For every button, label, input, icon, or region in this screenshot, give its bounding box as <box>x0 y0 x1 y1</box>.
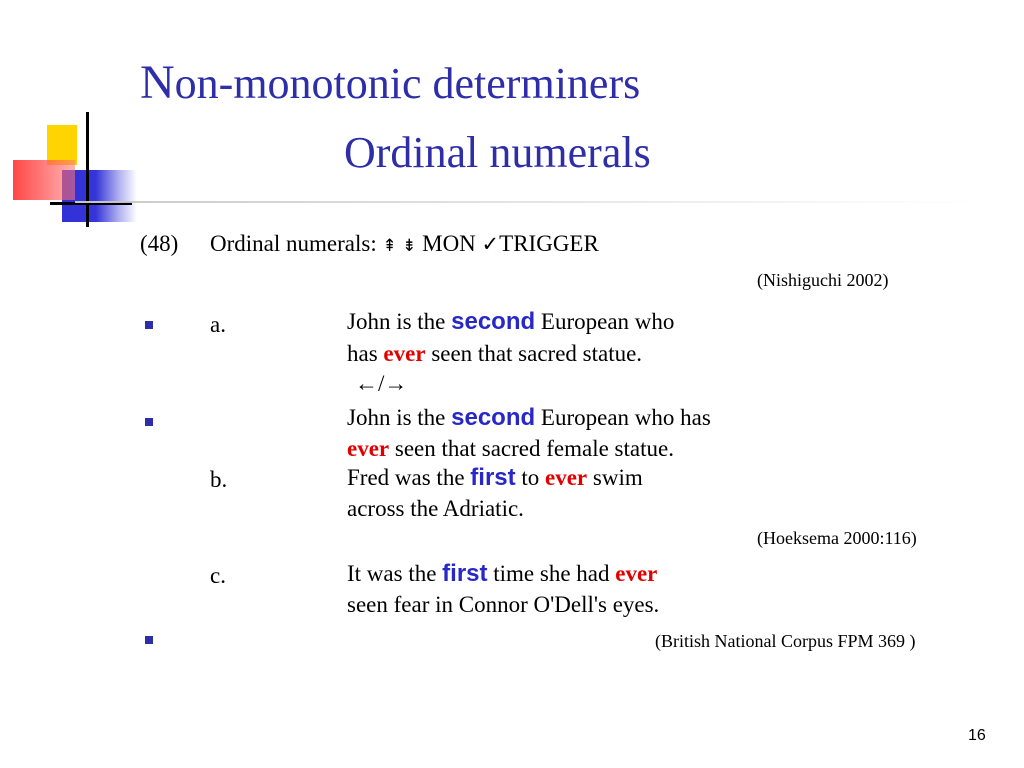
title-line1-rest: on-monotonic determiners <box>174 59 641 108</box>
keyword-second: second <box>451 308 536 335</box>
item-a-post2: seen that sacred statue. <box>431 341 643 366</box>
citation-bnc: (British National Corpus FPM 369 ) <box>655 631 916 651</box>
slide-title-line1 <box>140 58 640 109</box>
title-divider <box>75 201 975 203</box>
item-a2-pre1: John is the <box>347 405 446 430</box>
item-a-label: a. <box>210 312 226 337</box>
logo-yellow-square <box>47 125 77 165</box>
item-b-mid1: to <box>521 465 540 490</box>
keyword-ever: ever <box>347 436 390 461</box>
item-c-mid1: time she had <box>493 561 610 586</box>
item-a-line1 <box>347 308 674 336</box>
item-a2-post2: seen that sacred female statue. <box>394 436 674 461</box>
item-b-line2: across the Adriatic. <box>347 496 524 521</box>
item-c-line1 <box>347 560 657 588</box>
item-a-pre2: has <box>347 341 378 366</box>
item-a-pre1: John is the <box>347 309 446 334</box>
example-48-label: Ordinal numerals: <box>210 231 377 256</box>
item-c-line2: seen fear in Connor O'Dell's eyes. <box>347 592 660 617</box>
citation-hoeksema: (Hoeksema 2000:116) <box>757 528 917 548</box>
trigger-label: TRIGGER <box>499 231 599 256</box>
item-a-post1: European who <box>540 309 675 334</box>
equivalence-arrows: ←/→ <box>355 371 408 396</box>
item-c-label: c. <box>210 563 226 588</box>
item-a2-line1 <box>347 404 711 432</box>
keyword-first: first <box>442 560 488 587</box>
keyword-ever: ever <box>615 561 658 586</box>
item-b-pre1: Fred was the <box>347 465 465 490</box>
keyword-first: first <box>470 464 516 491</box>
slide-title-line2: Ordinal numerals <box>344 128 651 177</box>
keyword-ever: ever <box>545 465 588 490</box>
monotonicity-arrows-icon: ⇞ ⇟ <box>382 236 417 256</box>
example-48-text <box>210 230 599 260</box>
example-number: (48) <box>140 231 179 256</box>
item-b-post1: swim <box>592 465 643 490</box>
item-b-line1 <box>347 464 643 492</box>
mon-label: MON <box>422 231 476 256</box>
citation-nishiguchi: (Nishiguchi 2002) <box>757 270 889 290</box>
logo-vertical-line <box>86 112 89 227</box>
bullet-2 <box>145 418 153 426</box>
page-number: 16 <box>968 727 986 744</box>
item-b-label: b. <box>210 467 228 492</box>
logo-red-square <box>13 160 75 200</box>
bullet-3 <box>145 636 153 644</box>
item-a2-post1: European who has <box>540 405 711 430</box>
item-c-pre1: It was the <box>347 561 437 586</box>
checkmark-icon: ✓ <box>481 232 500 256</box>
item-a2-line2 <box>347 435 674 463</box>
keyword-second: second <box>451 404 536 431</box>
keyword-ever: ever <box>383 341 426 366</box>
item-a-line2 <box>347 340 642 368</box>
title-initial: N <box>140 56 175 109</box>
bullet-1 <box>145 321 153 329</box>
